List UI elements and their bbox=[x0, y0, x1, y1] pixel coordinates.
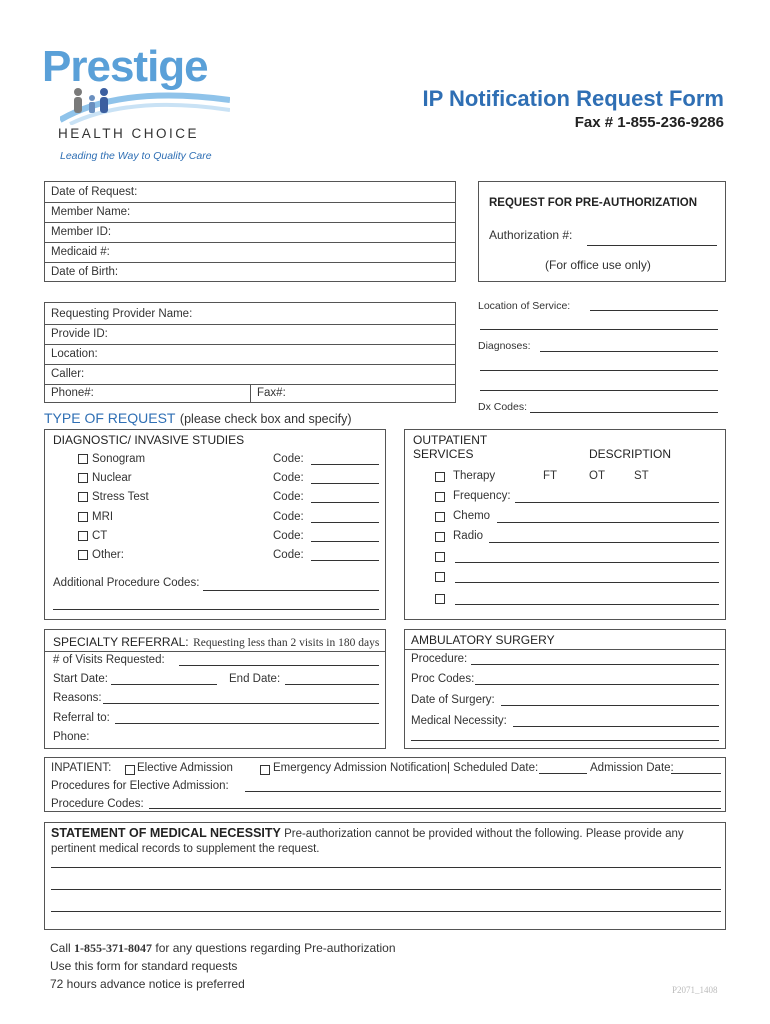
blank-line-3[interactable] bbox=[455, 604, 719, 605]
therapy-ot: OT bbox=[589, 470, 605, 482]
label-chemo: Chemo bbox=[453, 510, 491, 522]
dx-codes-label: Dx Codes: bbox=[478, 401, 528, 413]
field-provider-name: Requesting Provider Name: bbox=[51, 308, 193, 320]
logo-subtitle: HEALTH CHOICE bbox=[58, 126, 200, 141]
type-of-request-title: TYPE OF REQUEST bbox=[44, 410, 176, 426]
location-of-service-line[interactable] bbox=[590, 310, 718, 311]
code-line-ct[interactable] bbox=[311, 541, 379, 542]
office-note: (For office use only) bbox=[545, 258, 651, 272]
procedure-codes-label: Procedure Codes: bbox=[51, 798, 144, 810]
checkbox-nuclear[interactable] bbox=[78, 473, 88, 483]
label-other: Other: bbox=[92, 549, 124, 561]
footer-call bbox=[50, 941, 396, 956]
outpatient-title-1: OUTPATIENT bbox=[413, 433, 488, 447]
footer-line-3: 72 hours advance notice is preferred bbox=[50, 977, 245, 991]
statement-line-1[interactable] bbox=[51, 867, 721, 868]
frequency-line[interactable] bbox=[515, 502, 719, 503]
procedures-elective-line[interactable] bbox=[245, 791, 721, 792]
checkbox-mri[interactable] bbox=[78, 512, 88, 522]
field-date-of-birth: Date of Birth: bbox=[51, 266, 119, 278]
field-fax: Fax#: bbox=[257, 387, 286, 399]
code-line-other[interactable] bbox=[311, 560, 379, 561]
code-label-sonogram: Code: bbox=[273, 453, 304, 465]
field-medicaid: Medicaid #: bbox=[51, 246, 110, 258]
end-date-line[interactable] bbox=[285, 684, 379, 685]
code-label-ct: Code: bbox=[273, 530, 304, 542]
admission-date-line[interactable] bbox=[671, 773, 721, 774]
fax-number: Fax # 1-855-236-9286 bbox=[574, 114, 724, 131]
logo bbox=[40, 42, 240, 167]
field-date-of-request: Date of Request: bbox=[51, 186, 138, 198]
blank-line-1[interactable] bbox=[455, 562, 719, 563]
footer-call-pre: Call bbox=[50, 941, 71, 955]
code-label-mri: Code: bbox=[273, 511, 304, 523]
footer-line-2: Use this form for standard requests bbox=[50, 959, 238, 973]
label-mri: MRI bbox=[92, 511, 114, 523]
emergency-label: Emergency Admission Notification bbox=[273, 762, 447, 774]
additional-codes-line[interactable] bbox=[203, 590, 379, 591]
statement-line-2[interactable] bbox=[51, 889, 721, 890]
label-nuclear: Nuclear bbox=[92, 472, 132, 484]
chemo-line[interactable] bbox=[497, 522, 719, 523]
medical-necessity-line[interactable] bbox=[513, 726, 719, 727]
label-therapy: Therapy bbox=[453, 470, 496, 482]
therapy-ft: FT bbox=[543, 470, 558, 482]
therapy-st: ST bbox=[634, 470, 649, 482]
admission-date-label: Admission Date: bbox=[590, 762, 674, 774]
reasons-label: Reasons: bbox=[53, 692, 102, 704]
referral-to-label: Referral to: bbox=[53, 712, 110, 724]
field-member-id: Member ID: bbox=[51, 226, 112, 238]
label-sonogram: Sonogram bbox=[92, 453, 146, 465]
checkbox-frequency[interactable] bbox=[435, 492, 445, 502]
procedure-label: Procedure: bbox=[411, 653, 468, 665]
code-line-stress-test[interactable] bbox=[311, 502, 379, 503]
inpatient-box bbox=[44, 757, 726, 812]
ambulatory-extra-line[interactable] bbox=[411, 740, 719, 741]
phone-label: Phone: bbox=[53, 731, 90, 743]
location-of-service-label: Location of Service: bbox=[478, 300, 571, 312]
checkbox-blank-3[interactable] bbox=[435, 594, 445, 604]
proc-codes-line[interactable] bbox=[475, 684, 719, 685]
auth-input-line[interactable] bbox=[587, 245, 717, 246]
radio-line[interactable] bbox=[489, 542, 719, 543]
statement-box bbox=[44, 822, 726, 930]
statement-text-block bbox=[51, 826, 717, 857]
checkbox-other[interactable] bbox=[78, 550, 88, 560]
procedure-line[interactable] bbox=[471, 664, 719, 665]
checkbox-radio[interactable] bbox=[435, 532, 445, 542]
specialty-subtitle: Requesting less than 2 visits in 180 days bbox=[193, 637, 380, 649]
checkbox-blank-1[interactable] bbox=[435, 552, 445, 562]
outpatient-box bbox=[404, 429, 726, 620]
form-title: IP Notification Request Form bbox=[422, 86, 724, 111]
field-member-name: Member Name: bbox=[51, 206, 131, 218]
scheduled-date-label: | Scheduled Date: bbox=[447, 762, 539, 774]
logo-tagline: Leading the Way to Quality Care bbox=[60, 150, 212, 162]
procedures-elective-label: Procedures for Elective Admission: bbox=[51, 780, 229, 792]
outpatient-description-header: DESCRIPTION bbox=[589, 447, 672, 461]
specialty-title: SPECIALTY REFERRAL: bbox=[53, 635, 189, 649]
dx-codes-line[interactable] bbox=[530, 412, 718, 413]
code-label-stress-test: Code: bbox=[273, 491, 304, 503]
additional-codes-label: Additional Procedure Codes: bbox=[53, 577, 200, 589]
checkbox-chemo[interactable] bbox=[435, 512, 445, 522]
code-line-nuclear[interactable] bbox=[311, 483, 379, 484]
label-stress-test: Stress Test bbox=[92, 491, 149, 503]
start-date-label: Start Date: bbox=[53, 673, 108, 685]
ambulatory-surgery-box bbox=[404, 629, 726, 749]
specialty-heading bbox=[53, 633, 379, 651]
label-ct: CT bbox=[92, 530, 108, 542]
checkbox-sonogram[interactable] bbox=[78, 454, 88, 464]
date-of-surgery-label: Date of Surgery: bbox=[411, 694, 495, 706]
blank-line-2[interactable] bbox=[455, 582, 719, 583]
statement-title: STATEMENT OF MEDICAL NECESSITY bbox=[51, 826, 281, 840]
additional-codes-line-2[interactable] bbox=[53, 609, 379, 610]
checkbox-emergency[interactable] bbox=[260, 765, 270, 775]
auth-label: Authorization #: bbox=[489, 228, 573, 242]
specialty-referral-box bbox=[44, 629, 386, 749]
diagnoses-label: Diagnoses: bbox=[478, 340, 531, 352]
checkbox-therapy[interactable] bbox=[435, 472, 445, 482]
label-frequency: Frequency: bbox=[453, 490, 511, 502]
code-label-other: Code: bbox=[273, 549, 304, 561]
date-of-surgery-line[interactable] bbox=[501, 705, 719, 706]
checkbox-blank-2[interactable] bbox=[435, 572, 445, 582]
statement-text: Pre-authorization cannot be provided without the following. Please provide any pertinent medical records to supplement the request. bbox=[51, 828, 684, 855]
checkbox-elective[interactable] bbox=[125, 765, 135, 775]
start-date-line[interactable] bbox=[111, 684, 217, 685]
label-radio: Radio bbox=[453, 530, 484, 542]
medical-necessity-label: Medical Necessity: bbox=[411, 715, 507, 727]
inpatient-label: INPATIENT: bbox=[51, 762, 112, 774]
checkbox-stress-test[interactable] bbox=[78, 492, 88, 502]
code-line-mri[interactable] bbox=[311, 522, 379, 523]
diagnoses-line[interactable] bbox=[540, 351, 718, 352]
diagnostic-box bbox=[44, 429, 386, 620]
code-line-sonogram[interactable] bbox=[311, 464, 379, 465]
scheduled-date-line[interactable] bbox=[539, 773, 587, 774]
diagnoses-line-2[interactable] bbox=[480, 370, 718, 371]
elective-label: Elective Admission bbox=[137, 762, 233, 774]
type-of-request-heading bbox=[44, 410, 352, 428]
footer-phone: 1-855-371-8047 bbox=[74, 941, 153, 955]
statement-line-3[interactable] bbox=[51, 911, 721, 912]
field-phone: Phone#: bbox=[51, 387, 94, 399]
member-info-box bbox=[44, 181, 456, 282]
visits-line[interactable] bbox=[179, 665, 379, 666]
provider-box bbox=[44, 302, 456, 403]
diagnoses-line-3[interactable] bbox=[480, 390, 718, 391]
form-code: P2071_1408 bbox=[672, 985, 718, 995]
reasons-line[interactable] bbox=[103, 703, 379, 704]
code-label-nuclear: Code: bbox=[273, 472, 304, 484]
logo-brand: Prestige bbox=[42, 42, 208, 91]
procedure-codes-line[interactable] bbox=[149, 808, 721, 809]
preauth-box bbox=[478, 181, 726, 282]
referral-to-line[interactable] bbox=[115, 723, 379, 724]
location-of-service-line-2[interactable] bbox=[480, 329, 718, 330]
ambulatory-title: AMBULATORY SURGERY bbox=[411, 633, 555, 647]
visits-label: # of Visits Requested: bbox=[53, 654, 165, 666]
field-provider-id: Provide ID: bbox=[51, 328, 108, 340]
preauth-title: REQUEST FOR PRE-AUTHORIZATION bbox=[489, 197, 698, 209]
footer-call-post: for any questions regarding Pre-authorization bbox=[155, 941, 396, 955]
type-of-request-hint: (please check box and specify) bbox=[179, 412, 352, 426]
checkbox-ct[interactable] bbox=[78, 531, 88, 541]
end-date-label: End Date: bbox=[229, 673, 281, 685]
field-location: Location: bbox=[51, 348, 98, 360]
field-caller: Caller: bbox=[51, 368, 85, 380]
proc-codes-label: Proc Codes: bbox=[411, 673, 475, 685]
diagnostic-title: DIAGNOSTIC/ INVASIVE STUDIES bbox=[53, 433, 245, 447]
outpatient-title-2: SERVICES bbox=[413, 447, 474, 461]
